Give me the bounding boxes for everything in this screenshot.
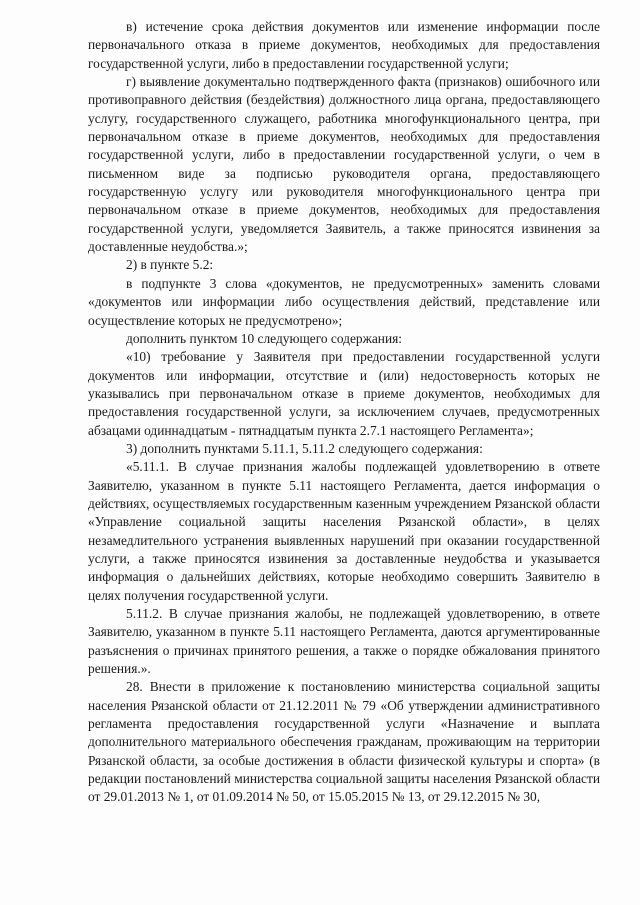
paragraph-add-point-10: дополнить пунктом 10 следующего содержания:	[126, 330, 403, 346]
paragraph-point-2: 2) в пункте 5.2:	[126, 257, 214, 273]
document-body	[88, 18, 600, 807]
paragraph-point-10-text: «10) требование у Заявителя при предоставлении государственной услуги документов или информации, отсутствие и (или) недостоверность которых не указывались при первоначальном отказе в приеме документов, необходимых для предоставления государственной услуги, за исключением случаев, предусмотренных абзацами одиннадцатым - пятнадцатым пункта 2.7.1 настоящего Регламента»;	[88, 349, 600, 438]
paragraph-item-v: в) истечение срока действия документов или изменение информации после первоначального отказа в приеме документов, необходимых для предоставления государственной услуги, либо в предоставлении государственной услуги;	[88, 19, 600, 71]
paragraph-point-3: 3) дополнить пунктами 5.11.1, 5.11.2 следующего содержания:	[126, 440, 483, 456]
paragraph-item-g: г) выявление документально подтвержденного факта (признаков) ошибочного или противоправного действия (бездействия) должностного лица органа, предоставляющего услугу, государственного служащего, работника многофункционального центра, при первоначальном отказе в приеме документов, необходимых для предоставления государственной услуги, либо в предоставлении государственной услуги, о чем в письменном виде за подписью руководителя органа, предоставляющего государственную услугу или руководителя многофункционального центра при первоначальном отказе в приеме документов, необходимых для предоставления государственной услуги, уведомляется Заявитель, а также приносятся извинения за доставленные неудобства.»;	[88, 74, 600, 255]
paragraph-subpoint-3: в подпункте 3 слова «документов, не предусмотренных» заменить словами «документов или информации либо осуществления действий, представление или осуществление которых не предусмотрено»;	[88, 275, 600, 328]
paragraph-5-11-1: «5.11.1. В случае признания жалобы подлежащей удовлетворению в ответе Заявителю, указанном в пункте 5.11 настоящего Регламента, дается информация о действиях, осуществляемых государственным казенным учреждением Рязанской области «Управление социальной защиты населения Рязанской области», в целях незамедлительного устранения выявленных нарушений при оказании государственной услуги, а также приносятся извинения за доставленные неудобства и указывается информация о дальнейших действиях, которые необходимо совершить Заявителю в целях получения государственной услуги.	[88, 459, 600, 603]
paragraph-5-11-2: 5.11.2. В случае признания жалобы, не подлежащей удовлетворению, в ответе Заявителю, указанном в пункте 5.11 настоящего Регламента, даются аргументированные разъяснения о причинах принятого решения, а также о порядке обжалования принятого решения.».	[88, 606, 600, 677]
paragraph-28: 28. Внести в приложение к постановлению министерства социальной защиты населения Рязанской области от 21.12.2011 № 79 «Об утверждении административного регламента предоставления государственной услуги «Назначение и выплата дополнительного материального обеспечения гражданам, проживающим на территории Рязанской области, за особые достижения в области физической культуры и спорта» (в редакции постановлений министерства социальной защиты населения Рязанской области от 29.01.2013 № 1, от 01.09.2014 № 50, от 15.05.2015 № 13, от 29.12.2015 № 30,	[88, 679, 600, 805]
